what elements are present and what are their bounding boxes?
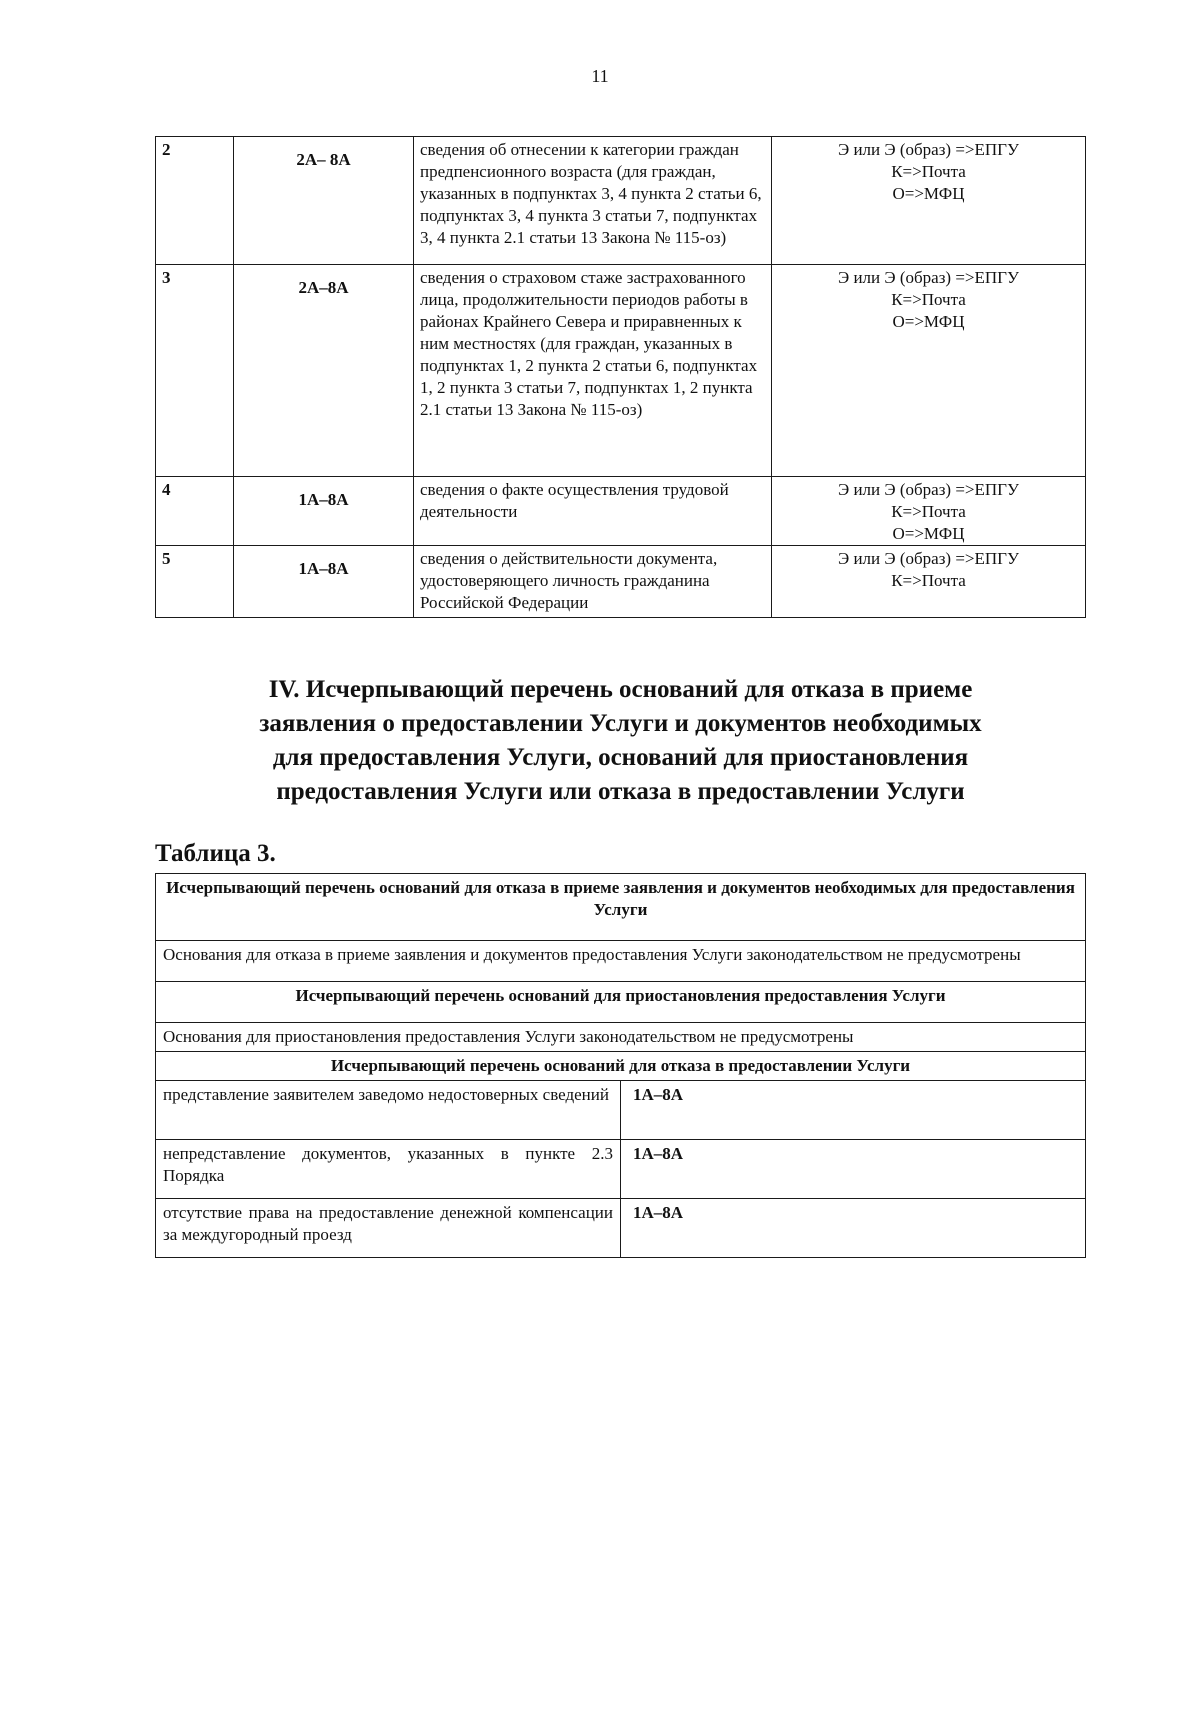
table-row	[156, 941, 1086, 982]
table-row	[156, 1199, 1086, 1258]
table-row	[156, 1081, 1086, 1140]
applicant-code: 1А–8А	[621, 1199, 1086, 1258]
table-row	[156, 477, 1086, 546]
applicant-code: 1А–8А	[234, 477, 414, 546]
refusal-reason: непредставление документов, указанных в пункте 2.3 Порядка	[156, 1140, 621, 1199]
channel-post: К=>Почта	[891, 290, 966, 309]
channel-epgu: Э или Э (образ) =>ЕПГУ	[837, 549, 1020, 568]
refusal-grounds-table	[155, 873, 1086, 1258]
submission-channels	[772, 265, 1086, 477]
row-number: 5	[156, 546, 234, 618]
applicant-code: 1А–8А	[621, 1140, 1086, 1199]
document-description: сведения об отнесении к категории граждан предпенсионного возраста (для граждан, указанных в подпунктах 3, 4 пункта 2 статьи 6, подпунктах 3, 4 пункта 3 статьи 7, подпунктах 3, 4 пункта 2.1 статьи 13 Закона № 115-оз)	[414, 137, 772, 265]
page-number: 11	[591, 66, 609, 86]
section-title-line: IV. Исчерпывающий перечень оснований для отказа в приеме	[268, 676, 973, 703]
refusal-reason: представление заявителем заведомо недостоверных сведений	[156, 1081, 621, 1140]
channel-epgu: Э или Э (образ) =>ЕПГУ	[837, 480, 1020, 499]
table-row	[156, 874, 1086, 941]
table-row	[156, 1052, 1086, 1081]
channel-mfc: О=>МФЦ	[892, 524, 965, 543]
applicant-code: 1А–8А	[621, 1081, 1086, 1140]
suspension-header: Исчерпывающий перечень оснований для приостановления предоставления Услуги	[156, 982, 1086, 1023]
channel-mfc: О=>МФЦ	[892, 184, 965, 203]
channel-post: К=>Почта	[891, 502, 966, 521]
table-row	[156, 982, 1086, 1023]
refusal-service-header: Исчерпывающий перечень оснований для отказа в предоставлении Услуги	[156, 1052, 1086, 1081]
channel-epgu: Э или Э (образ) =>ЕПГУ	[837, 140, 1020, 159]
section-title-line: предоставления Услуги или отказа в предоставлении Услуги	[276, 778, 965, 805]
refusal-reason: отсутствие права на предоставление денежной компенсации за междугородный проезд	[156, 1199, 621, 1258]
row-number: 2	[156, 137, 234, 265]
table-row	[156, 265, 1086, 477]
document-description: сведения о действительности документа, удостоверяющего личность гражданина Российской Федерации	[414, 546, 772, 618]
table-row	[156, 137, 1086, 265]
applicant-code: 1А–8А	[234, 546, 414, 618]
applicant-code: 2А– 8А	[234, 137, 414, 265]
row-number: 4	[156, 477, 234, 546]
document-description: сведения о страховом стаже застрахованного лица, продолжительности периодов работы в районах Крайнего Севера и приравненных к ним местностях (для граждан, указанных в подпунктах 1, 2 пункта 2 статьи 6, подпунктах 1, 2 пункта 3 статьи 7, подпунктах 1, 2 пункта 2.1 статьи 13 Закона № 115-оз)	[414, 265, 772, 477]
channel-epgu: Э или Э (образ) =>ЕПГУ	[837, 268, 1020, 287]
channel-mfc: О=>МФЦ	[892, 312, 965, 331]
document-description: сведения о факте осуществления трудовой деятельности	[414, 477, 772, 546]
continuation-table	[155, 136, 1086, 618]
channel-post: К=>Почта	[891, 571, 966, 590]
section-title-line: для предоставления Услуги, оснований для приостановления	[272, 744, 969, 771]
suspension-text: Основания для приостановления предоставления Услуги законодательством не предусмотрены	[156, 1023, 1086, 1052]
submission-channels	[772, 137, 1086, 265]
section-title-line: заявления о предоставлении Услуги и документов необходимых	[259, 710, 982, 737]
channel-post: К=>Почта	[891, 162, 966, 181]
submission-channels	[772, 546, 1086, 618]
table-caption: Таблица 3.	[155, 840, 276, 867]
applicant-code: 2А–8А	[234, 265, 414, 477]
row-number: 3	[156, 265, 234, 477]
refusal-reception-header: Исчерпывающий перечень оснований для отказа в приеме заявления и документов необходимых для предоставления Услуги	[156, 874, 1086, 941]
table-row	[156, 1023, 1086, 1052]
submission-channels	[772, 477, 1086, 546]
table-row	[156, 1140, 1086, 1199]
section-title	[155, 673, 1086, 809]
refusal-reception-text: Основания для отказа в приеме заявления и документов предоставления Услуги законодательством не предусмотрены	[156, 941, 1086, 982]
table-row	[156, 546, 1086, 618]
